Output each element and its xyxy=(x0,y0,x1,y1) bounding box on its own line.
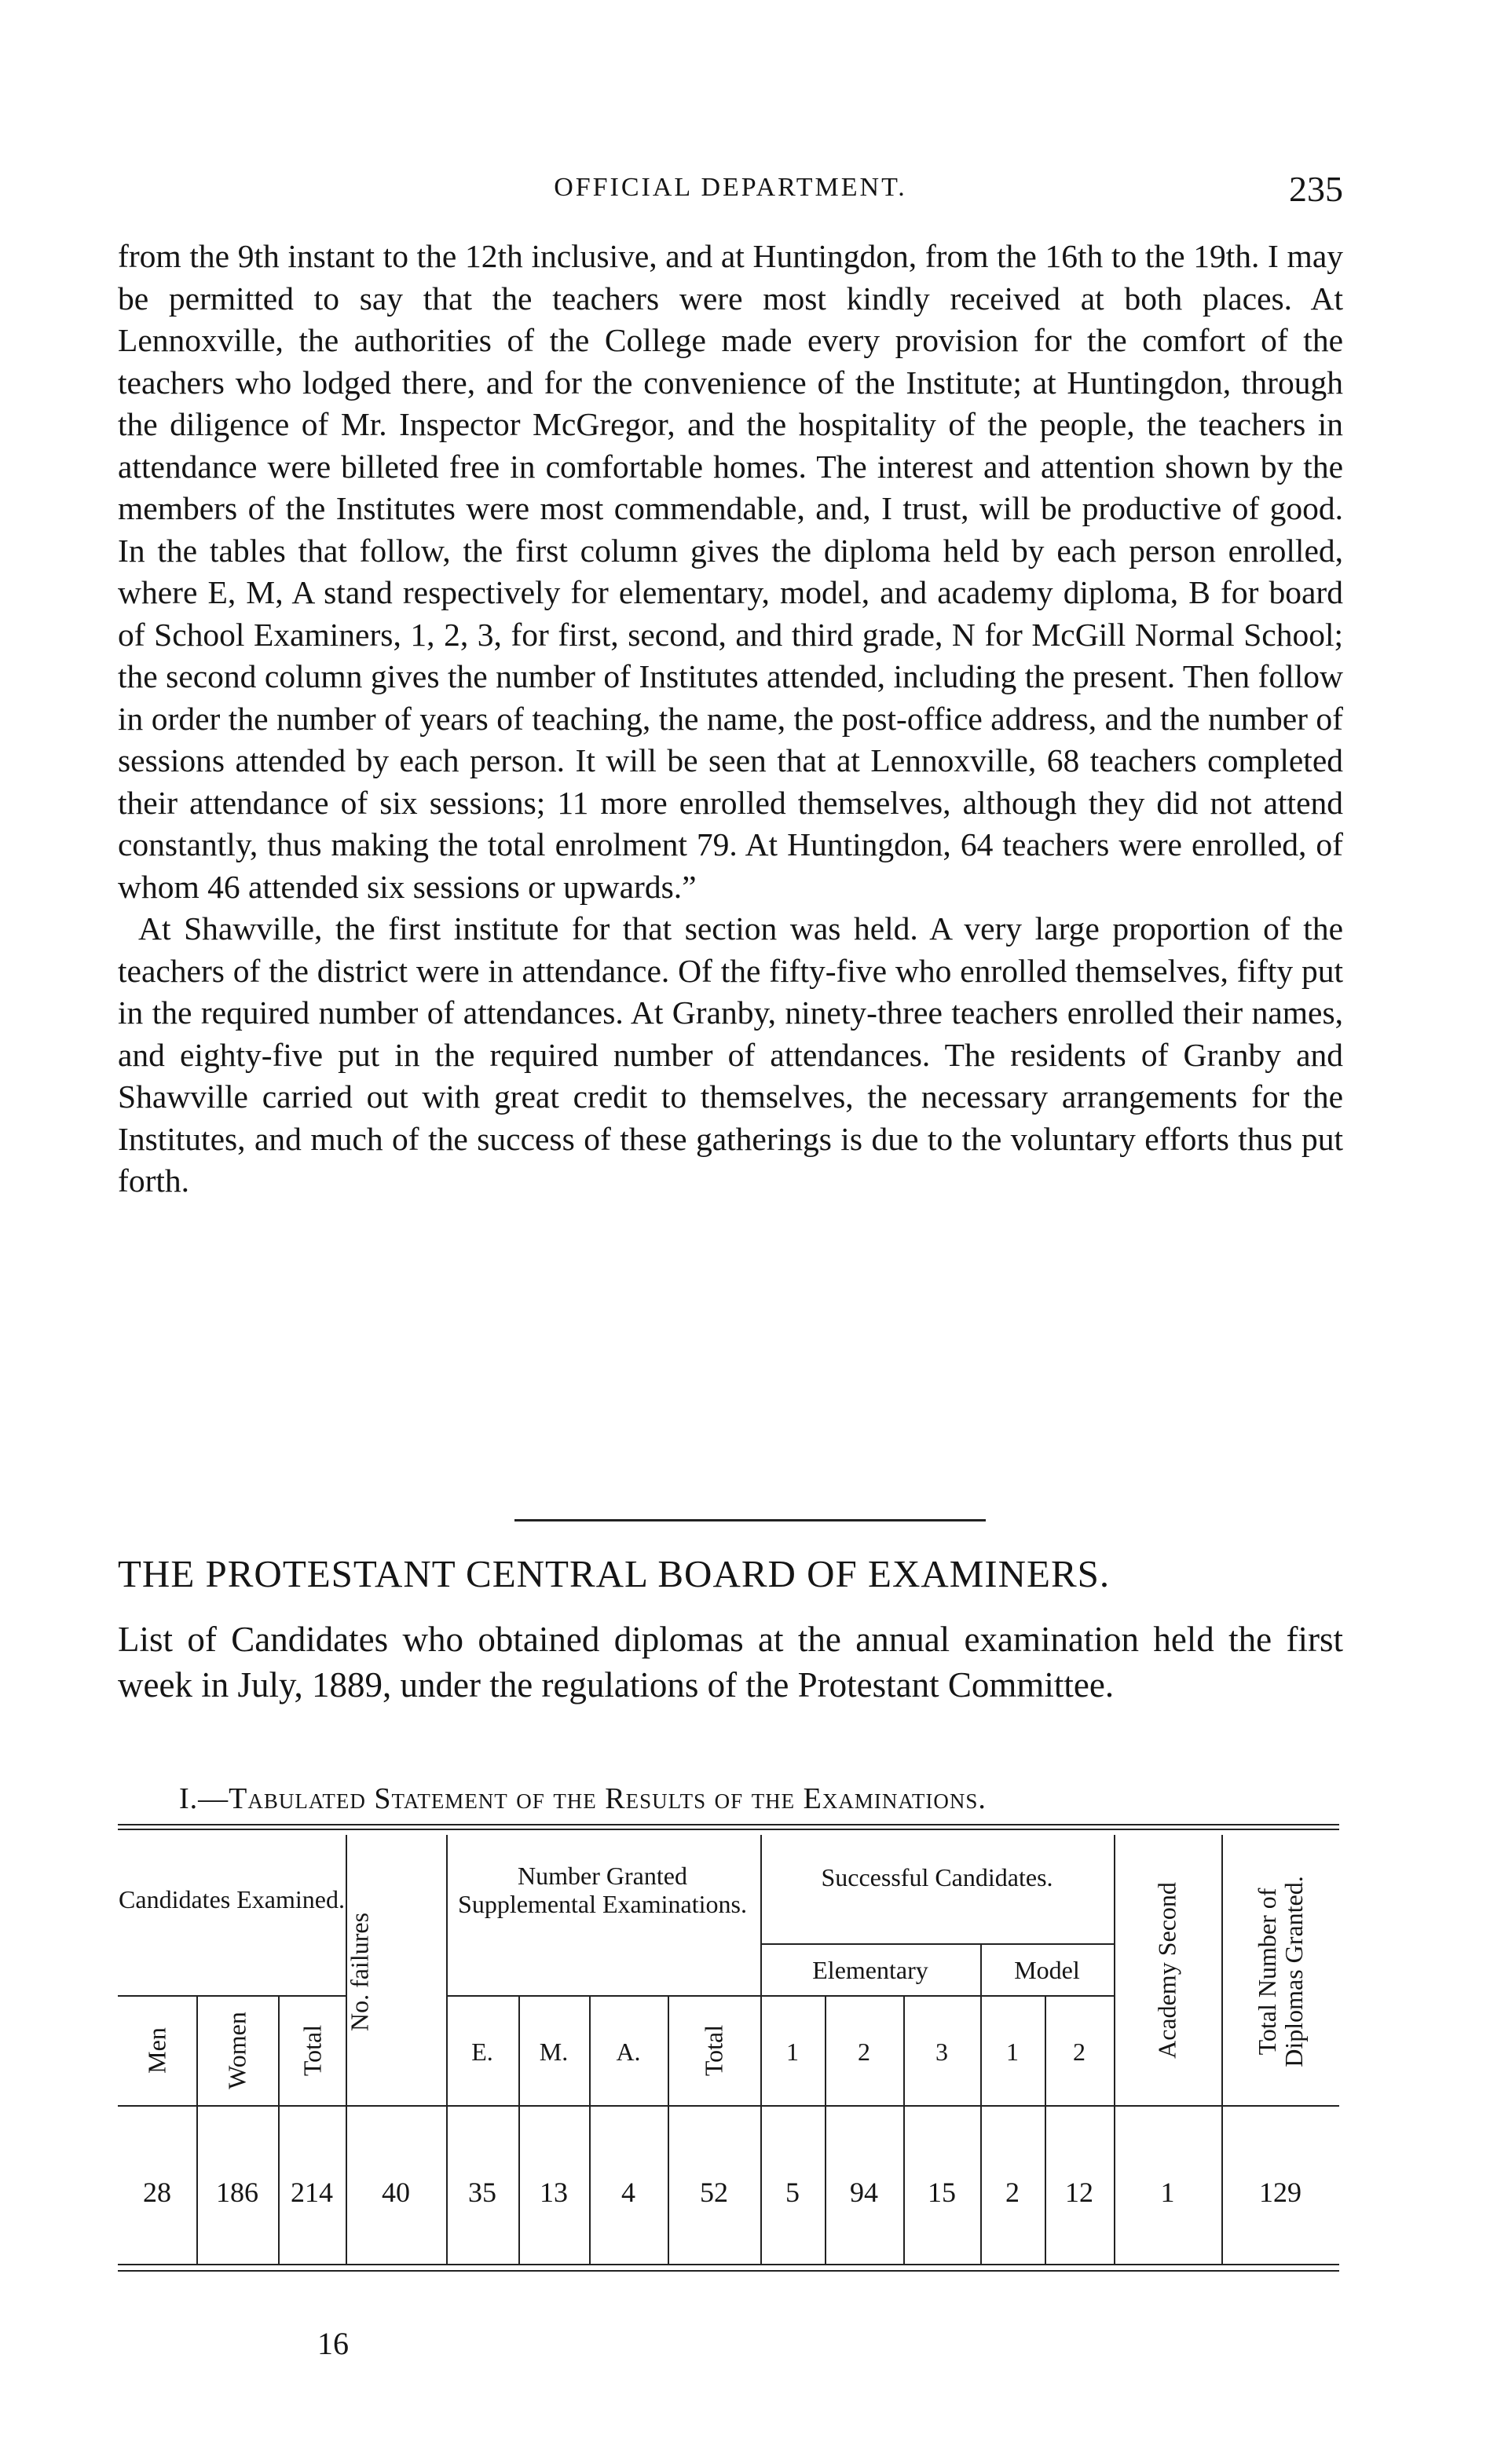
table-caption: I.—Tabulated Statement of the Results of the Examinations. xyxy=(179,1782,987,1815)
model-2-header: 2 xyxy=(1073,2038,1085,2066)
results-table xyxy=(118,1824,1339,2405)
vline-elem-2 xyxy=(903,1995,905,2264)
section-divider xyxy=(514,1519,986,1521)
header-bottom-rule xyxy=(118,2105,1339,2107)
running-title: OFFICIAL DEPARTMENT. xyxy=(554,173,907,202)
signature-mark: 16 xyxy=(317,2326,349,2361)
failures-value: 40 xyxy=(382,2177,410,2208)
men-header: Men xyxy=(142,2027,171,2074)
vline-elem-1 xyxy=(825,1995,826,2264)
model-1-value: 2 xyxy=(1005,2177,1020,2208)
a-value: 4 xyxy=(621,2177,635,2208)
running-head xyxy=(118,167,1343,214)
elem-3-header: 3 xyxy=(935,2038,948,2066)
women-value: 186 xyxy=(216,2177,258,2208)
e-header: E. xyxy=(471,2038,493,2066)
table-top-rule-2 xyxy=(118,1829,1339,1830)
candidates-header: Candidates Examined. xyxy=(119,1885,345,1913)
paragraph-2: At Shawville, the first institute for that section was held. A very large proportion of the teachers of the district were in attendance. Of the fifty-five who enrolled themselves, fifty put in the required number of attendances. At Granby, ninety-three teachers enrolled their names, and eighty-five put in the required number of attendances. The residents of Granby and Shawville carried out with great credit to themselves, the necessary arrangements for the Institutes, and much of the success of these gatherings is due to the voluntary efforts thus put forth. xyxy=(118,910,1343,1199)
successful-subrule xyxy=(760,1943,1114,1945)
successful-subrule-2 xyxy=(760,1995,1114,1997)
model-1-header: 1 xyxy=(1006,2038,1019,2066)
academy-value: 1 xyxy=(1160,2177,1175,2208)
elementary-header: Elementary xyxy=(812,1956,928,1984)
vline-women xyxy=(278,1995,280,2264)
vline-model-1 xyxy=(1045,1995,1046,2264)
a-header: A. xyxy=(616,2038,641,2066)
men-value: 28 xyxy=(143,2177,171,2208)
body-text xyxy=(118,236,1343,1203)
model-2-value: 12 xyxy=(1065,2177,1093,2208)
vline-men xyxy=(196,1995,198,2264)
elem-2-header: 2 xyxy=(858,2038,870,2066)
paragraph-1: from the 9th instant to the 12th inclusive, and at Huntingdon, from the 16th to the 19th. I may be permitted to say that the teachers were most kindly received at both places. At Lennoxville, the authorities of the College made every provision for the comfort of the teachers who lodged there, and for the convenience of the Institute; at Huntingdon, through the diligence of Mr. Inspector McGregor, and the hospitality of the people, the teachers in attendance were billeted free in comfortable homes. The interest and attention shown by the members of the Institutes were most commendable, and, I trust, will be productive of good. In the tables that follow, the first column gives the diploma held by each person enrolled, where E, M, A stand respectively for elementary, model, and academy diploma, B for board of School Examiners, 1, 2, 3, for first, second, and third grade, N for McGill Normal School; the second column gives the number of Institutes attended, including the present. Then follow in order the number of years of teaching, the name, the post-office address, and the number of sessions attended by each person. It will be seen that at Lennoxville, 68 teachers completed their attendance of six sessions; 11 more enrolled themselves, although they did not attend constantly, thus making the total enrolment 79. At Huntingdon, 64 teachers were enrolled, of whom 46 attended six sessions or upwards.” xyxy=(118,238,1343,905)
vline-elementary xyxy=(980,1943,982,2264)
women-header: Women xyxy=(222,2012,251,2089)
vline-a xyxy=(668,1995,669,2264)
table-bottom-rule xyxy=(118,2264,1339,2265)
elem-1-value: 5 xyxy=(785,2177,800,2208)
academy-header: Academy Second xyxy=(1152,1882,1181,2059)
total-diplomas-value: 129 xyxy=(1259,2177,1301,2208)
section-title: THE PROTESTANT CENTRAL BOARD OF EXAMINERS. xyxy=(118,1552,1111,1595)
page-number: 235 xyxy=(1289,169,1343,209)
e-value: 35 xyxy=(468,2177,496,2208)
total-header: Total xyxy=(298,2024,327,2077)
table-bottom-rule-2 xyxy=(118,2270,1339,2272)
successful-header: Successful Candidates. xyxy=(821,1863,1053,1891)
m-header: M. xyxy=(539,2038,569,2066)
m-value: 13 xyxy=(540,2177,568,2208)
table-top-rule xyxy=(118,1824,1339,1825)
elem-3-value: 15 xyxy=(928,2177,956,2208)
supplemental-total-value: 52 xyxy=(700,2177,728,2208)
section-intro: List of Candidates who obtained diplomas at the annual examination held the first week in July, 1889, under the regulations of the Protestant Committee. xyxy=(118,1620,1343,1705)
candidates-subrule xyxy=(118,1995,346,1997)
supplemental-header: Number Granted Supplemental Examinations. xyxy=(458,1862,747,1918)
elem-1-header: 1 xyxy=(786,2038,799,2066)
elem-2-value: 94 xyxy=(850,2177,878,2208)
total-value: 214 xyxy=(291,2177,333,2208)
total-diplomas-header: Total Number of Diplomas Granted. xyxy=(1253,1876,1308,2067)
model-header: Model xyxy=(1014,1956,1080,1984)
supplemental-total-header: Total xyxy=(699,2024,728,2077)
failures-header: No. failures xyxy=(345,1912,374,2032)
vline-m xyxy=(589,1995,591,2264)
vline-e xyxy=(518,1995,520,2264)
